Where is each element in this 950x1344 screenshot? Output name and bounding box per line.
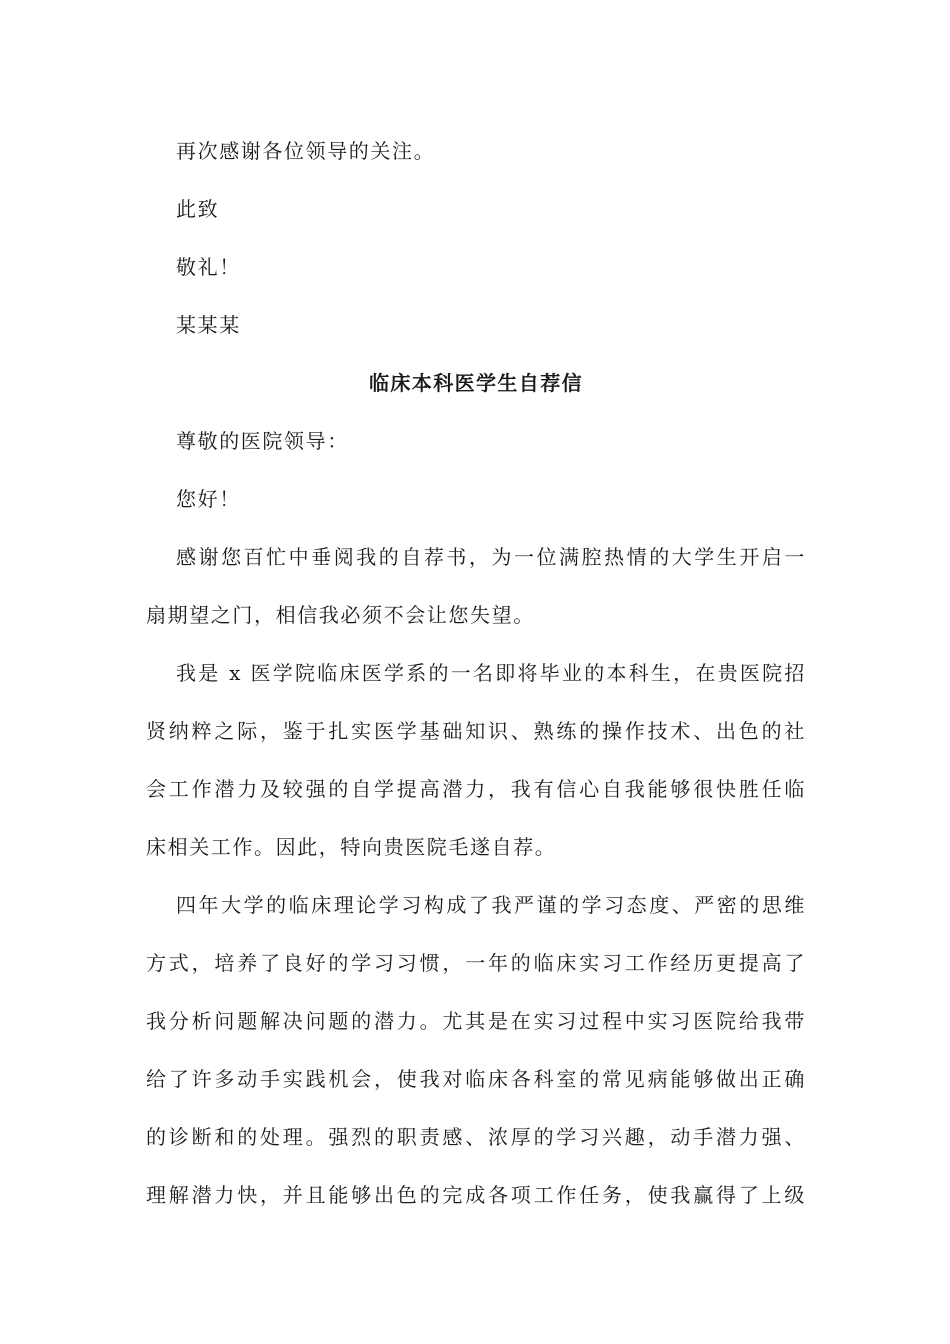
paragraph-line: 方式，培养了良好的学习习惯，一年的临床实习工作经历更提高了 [146, 951, 806, 975]
letter-greeting: 尊敬的医院领导： [176, 429, 349, 453]
paragraph-line: 我是 x 医学院临床医学系的一名即将毕业的本科生，在贵医院招 [176, 661, 806, 685]
closing-signature: 某某某 [176, 313, 241, 337]
letter-paragraph-1 [146, 538, 806, 635]
paragraph-line: 的诊断和的处理。强烈的职责感、浓厚的学习兴趣，动手潜力强、 [146, 1125, 806, 1149]
document-page [146, 132, 806, 1234]
paragraph-line: 床相关工作。因此，特向贵医院毛遂自荐。 [146, 835, 557, 859]
paragraph-line: 四年大学的临床理论学习构成了我严谨的学习态度、严密的思维 [176, 893, 806, 917]
closing-salutation-1: 此致 [176, 197, 220, 221]
closing-salutation-2: 敬礼！ [176, 255, 241, 279]
paragraph-line: 我分析问题解决问题的潜力。尤其是在实习过程中实习医院给我带 [146, 1009, 806, 1033]
letter-paragraph-3 [146, 886, 806, 1215]
letter-title: 临床本科医学生自荐信 [369, 371, 583, 395]
closing-thanks: 再次感谢各位领导的关注。 [176, 139, 436, 163]
paragraph-line: 贤纳粹之际，鉴于扎实医学基础知识、熟练的操作技术、出色的社 [146, 719, 806, 743]
paragraph-line: 理解潜力快，并且能够出色的完成各项工作任务，使我赢得了上级 [146, 1183, 806, 1207]
letter-hello: 您好！ [176, 487, 241, 511]
paragraph-line: 给了许多动手实践机会，使我对临床各科室的常见病能够做出正确 [146, 1067, 806, 1091]
paragraph-line: 扇期望之门，相信我必须不会让您失望。 [146, 603, 535, 627]
paragraph-line: 会工作潜力及较强的自学提高潜力，我有信心自我能够很快胜任临 [146, 777, 806, 801]
letter-paragraph-2 [146, 654, 806, 867]
paragraph-line: 感谢您百忙中垂阅我的自荐书，为一位满腔热情的大学生开启一 [176, 545, 806, 569]
